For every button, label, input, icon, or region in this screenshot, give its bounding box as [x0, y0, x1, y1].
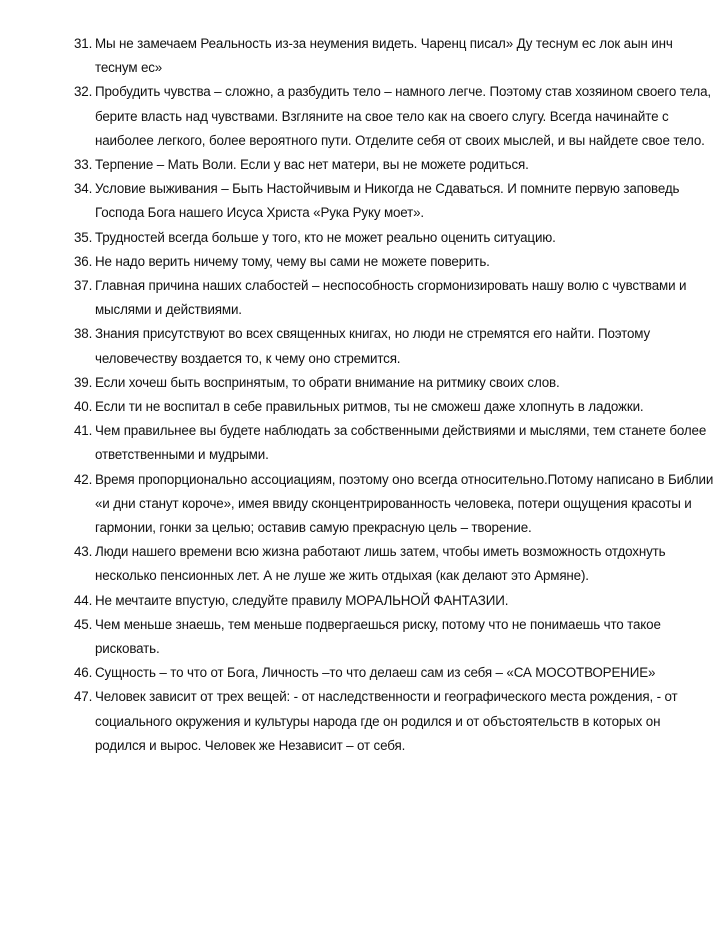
item-number: 37.: [74, 278, 93, 294]
item-text: Время пропорционально ассоциациям, поэтому оно всегда относительно.Потому написано в Библии «и дни станут короче», имея ввиду сконцентрированность человека, потери ощущения красоты и гармонии, гонки за целью; оставив самую прекрасную цель – творение.: [95, 471, 714, 536]
item-number: 35.: [74, 229, 93, 245]
item-text: Если хочеш быть воспринятым, то обрати внимание на ритмику своих слов.: [95, 374, 560, 390]
list-item: [74, 32, 714, 80]
item-number: 45.: [74, 616, 93, 632]
numbered-list: [74, 32, 714, 758]
item-text: Люди нашего времени всю жизна работают лишь затем, чтобы иметь возможность отдохнуть несколько пенсионных лет. А не луше же жить отдыхая (как делают это Армяне).: [95, 544, 666, 584]
list-item: [74, 274, 714, 322]
list-item: [74, 419, 714, 467]
list-item: [74, 250, 714, 274]
list-item: [74, 226, 714, 250]
item-text: Человек зависит от трех вещей: - от наследственности и географического места рождения, - от социального окружения и культуры народа где он родился и от объстоятельств в которых он родился и вырос. Человек же Независит – от себя.: [95, 689, 678, 753]
item-text: Терпение – Мать Воли. Если у вас нет матери, вы не можете родиться.: [95, 157, 529, 173]
list-item: [74, 80, 714, 153]
list-item: [74, 322, 714, 370]
item-number: 38.: [74, 326, 93, 342]
list-item: [74, 468, 714, 541]
item-text: Чем правильнее вы будете наблюдать за собственными действиями и мыслями, тем станете более ответственными и мудрыми.: [95, 423, 707, 463]
item-text: Не мечтаите впустую, следуйте правилу МОРАЛЬНОЙ ФАНТАЗИИ.: [95, 592, 509, 608]
item-text: Сущность – то что от Бога, Личность –то что делаеш сам из себя – «СА МОСОТВОРЕНИЕ»: [95, 665, 656, 681]
item-number: 43.: [74, 544, 93, 560]
list-item: [74, 395, 714, 419]
item-number: 47.: [74, 689, 93, 705]
item-number: 40.: [74, 399, 93, 415]
list-item: [74, 371, 714, 395]
item-number: 34.: [74, 181, 93, 197]
list-item: [74, 589, 714, 613]
list-item: [74, 177, 714, 225]
item-number: 31.: [74, 36, 93, 51]
item-number: 36.: [74, 253, 93, 269]
list-item: [74, 540, 714, 588]
item-text: Мы не замечаем Реальность из-за неумения видеть. Чаренц писал» Ду теснум ес лок аын инч теснум ес»: [95, 36, 673, 76]
list-item: [74, 153, 714, 177]
item-text: Трудностей всегда больше у того, кто не может реально оценить ситуацию.: [95, 229, 556, 245]
item-number: 41.: [74, 423, 93, 439]
list-item: [74, 685, 714, 758]
item-number: 42.: [74, 471, 93, 487]
item-text: Знания присутствуют во всех священных книгах, но люди не стремятся его найти. Поэтому человечеству воздается то, к чему оно стремится.: [95, 326, 651, 366]
item-text: Чем меньше знаешь, тем меньше подвергаешься риску, потому что не понимаешь что такое рисковать.: [95, 616, 661, 657]
item-text: Не надо верить ничему тому, чему вы сами не можете поверить.: [95, 253, 490, 269]
item-text: Пробудить чувства – сложно, а разбудить тело – намного легче. Поэтому став хозяином своего тела, берите власть над чувствами. Взгляните на свое тело как на своего слугу. Всегда начинайте с наиболее легкого, более вероятного пути. Отделите себя от своих мыслей, и вы найдете свое тело.: [95, 84, 711, 148]
item-number: 44.: [74, 592, 93, 608]
item-number: 39.: [74, 374, 93, 390]
item-number: 32.: [74, 84, 93, 100]
item-text: Главная причина наших слабостей – неспособность сгормонизировать нашу волю с чувствами и мыслями и действиями.: [95, 278, 687, 318]
item-number: 46.: [74, 665, 93, 681]
list-item: [74, 661, 714, 685]
list-item: [74, 613, 714, 661]
item-number: 33.: [74, 157, 93, 173]
item-text: Условие выживания – Быть Настойчивым и Никогда не Сдаваться. И помните первую заповедь Господа Бога нашего Исуса Христа «Рука Руку моет».: [95, 181, 680, 221]
item-text: Если ти не воспитал в себе правильных ритмов, ты не сможеш даже хлопнуть в ладожки.: [95, 399, 644, 415]
